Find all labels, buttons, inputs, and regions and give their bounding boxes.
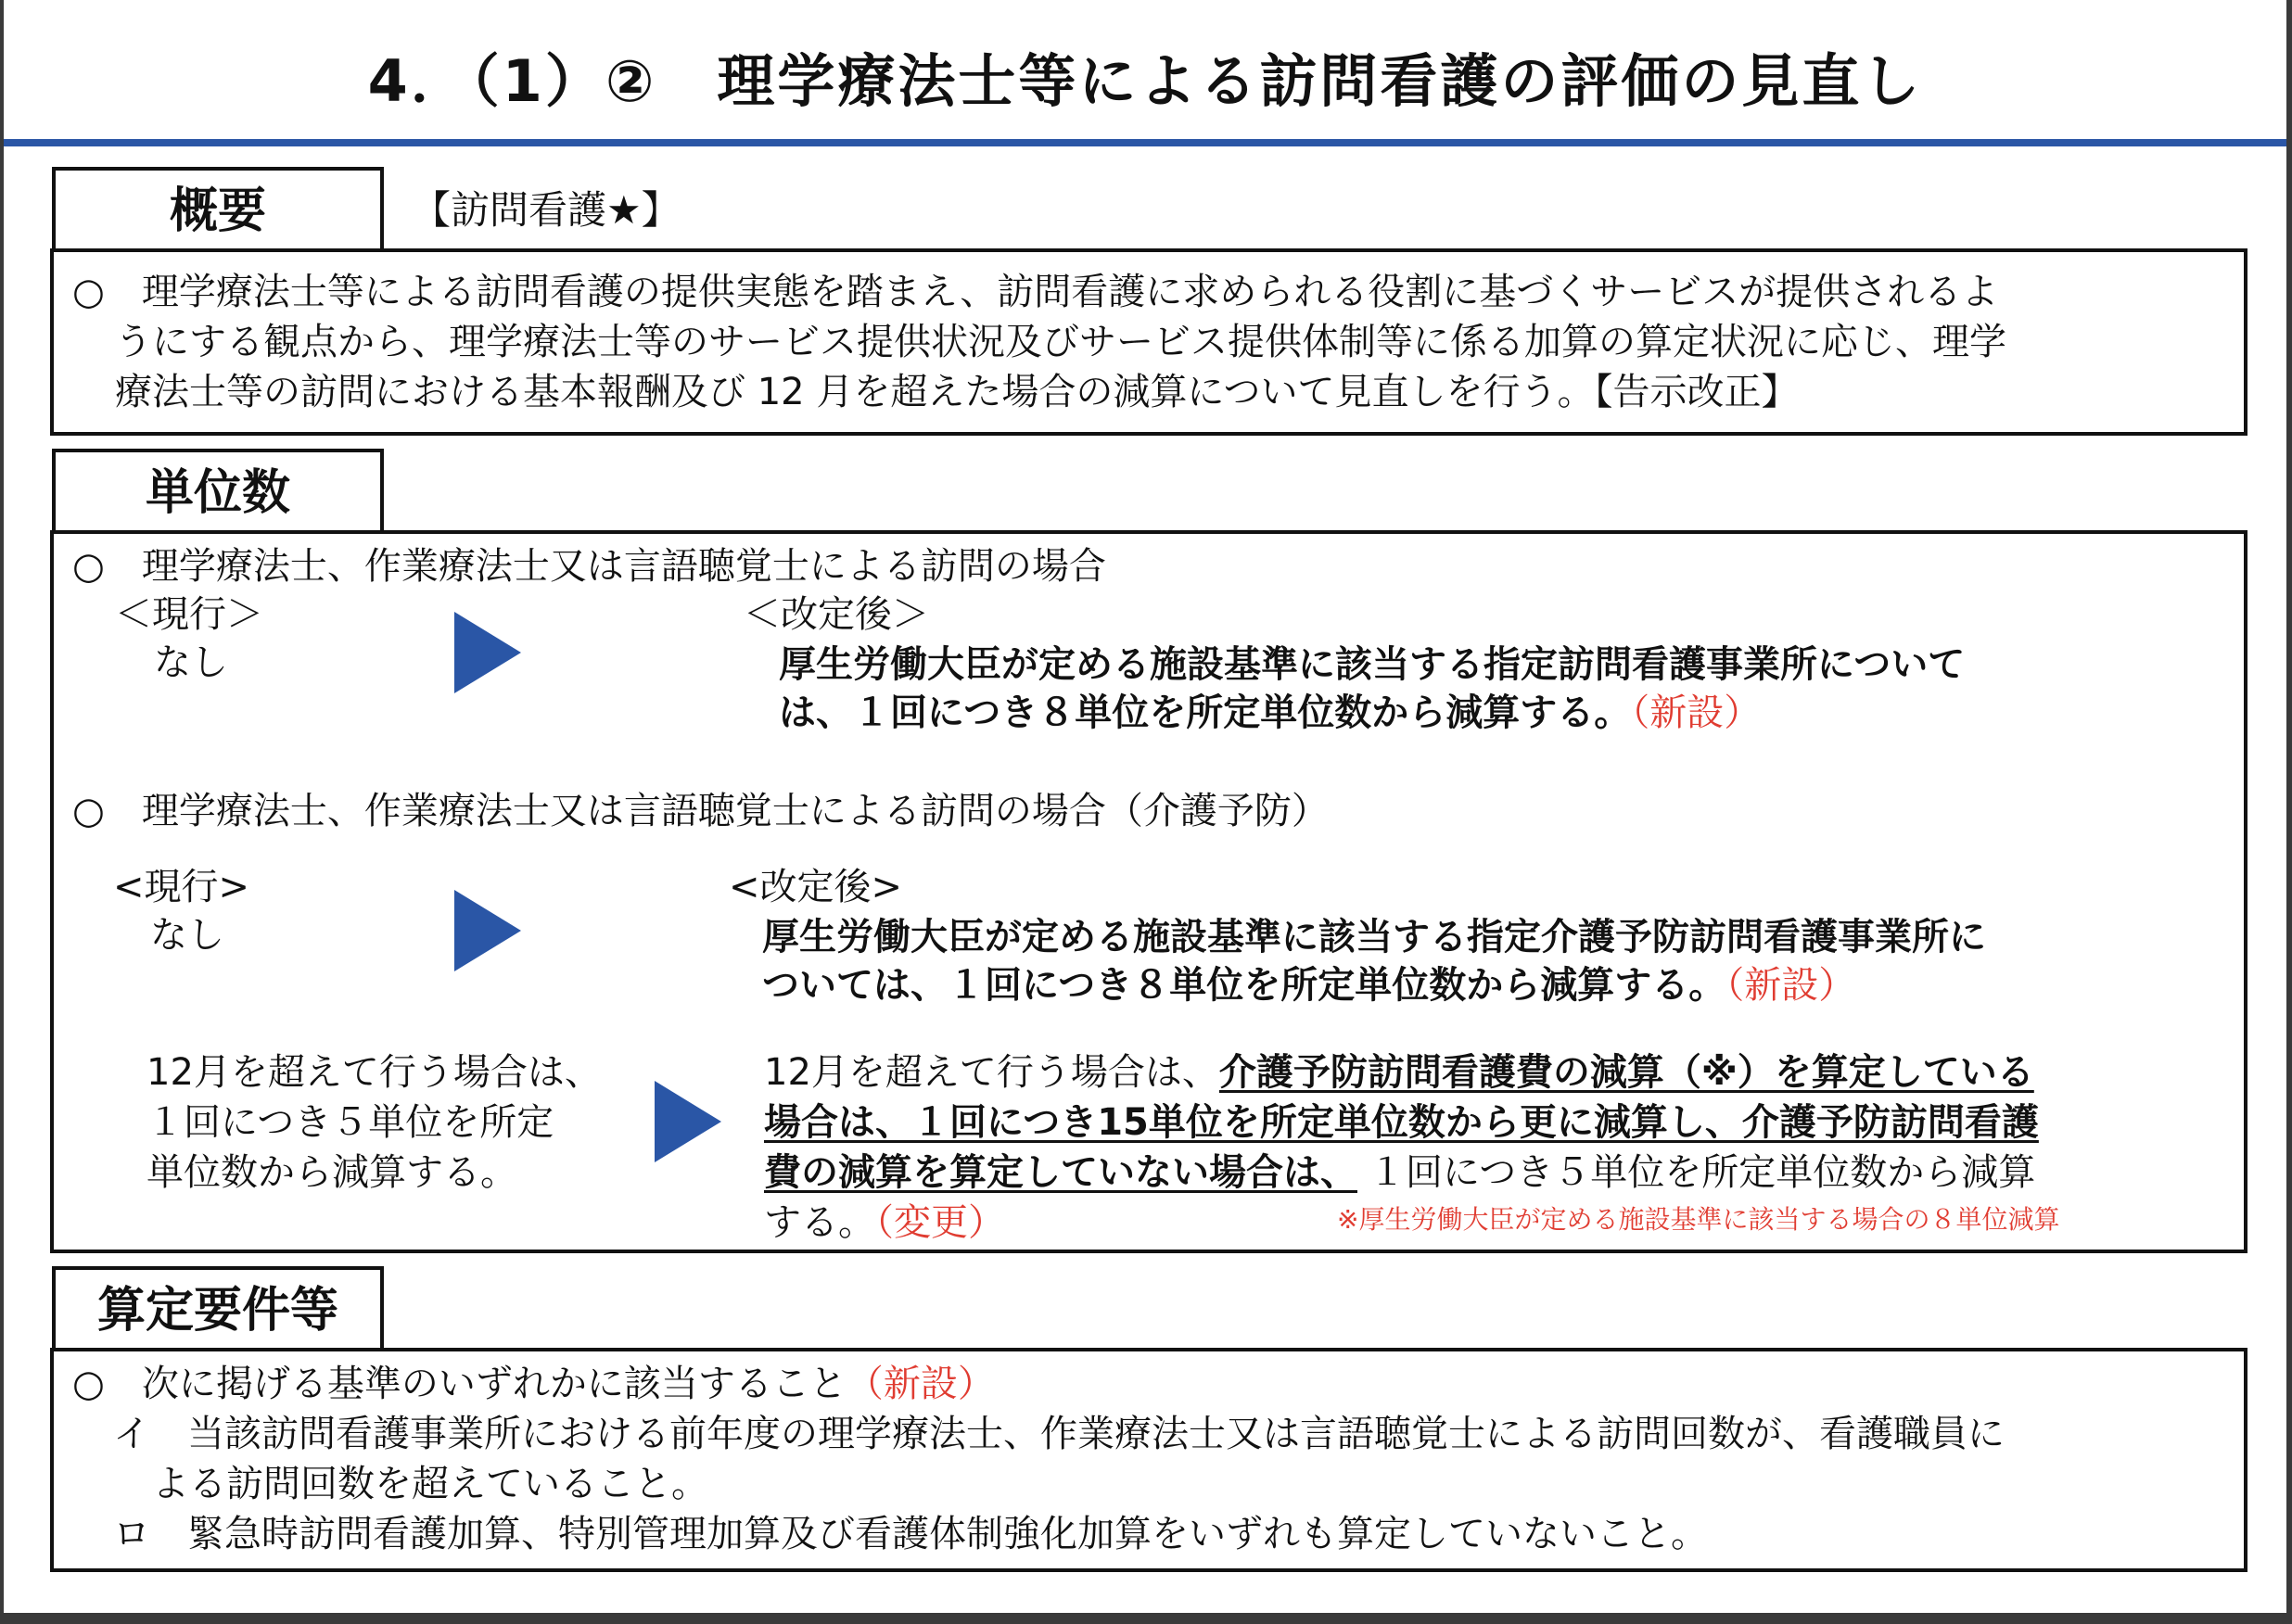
requirements-tab-label: 算定要件等 — [96, 1283, 338, 1339]
case2-heading: ○ 理学療法士、作業療法士又は言語聴覚士による訪問の場合（介護予防） — [72, 790, 1329, 832]
case2-revised-label: <改定後> — [729, 866, 903, 908]
case3-line-3-bold: 費の減算を算定していない場合は、 — [764, 1151, 1357, 1194]
requirement-i-line-2: よる訪問回数を超えていること。 — [152, 1463, 708, 1505]
case2-current-label: <現行> — [113, 866, 250, 908]
case3-line-2 — [764, 1097, 2039, 1148]
case3-line-3-plain: １回につき５単位を所定単位数から減算 — [1369, 1151, 2036, 1194]
case2-revised-line-2-wrap — [762, 960, 1855, 1010]
requirement-i-line-1: イ 当該訪問看護事業所における前年度の理学療法士、作業療法士又は言語聴覚士による訪問回数が、看護職員に — [113, 1413, 2005, 1455]
slide-page — [4, 0, 2286, 1613]
case2-current-value: なし — [150, 914, 224, 957]
case3-line-1 — [764, 1047, 2034, 1097]
case2-revised-line-1: 厚生労働大臣が定める施設基準に該当する指定介護予防訪問看護事業所に — [762, 916, 1986, 958]
overview-line-1: ○ 理学療法士等による訪問看護の提供実態を踏まえ、訪問看護に求められる役割に基づくサービスが提供されるよ — [72, 271, 1999, 313]
case1-revised-line-2: は、１回につき８単位を所定単位数から減算する。 — [779, 691, 1632, 734]
case3-current-line-3: 単位数から減算する。 — [146, 1151, 517, 1194]
units-tab-label: 単位数 — [145, 465, 290, 521]
arrow-icon — [454, 890, 521, 971]
case1-revised-line-2-wrap — [779, 688, 1761, 738]
case3-line-2-bold: 場合は、１回につき15単位を所定単位数から更に減算し、介護予防訪問看護 — [764, 1101, 2039, 1144]
tab-overview — [52, 167, 384, 250]
case1-revised-label: ＜改定後＞ — [744, 593, 929, 636]
service-tag: 【訪問看護★】 — [412, 187, 681, 233]
case2-revised-line-2: ついては、１回につき８単位を所定単位数から減算する。 — [762, 964, 1726, 1007]
overview-tab-label: 概要 — [169, 184, 266, 239]
case1-revised-line-1: 厚生労働大臣が定める施設基準に該当する指定訪問看護事業所について — [779, 643, 1966, 686]
case3-current-line-2: １回につき５単位を所定 — [146, 1101, 554, 1144]
tab-units — [52, 449, 384, 532]
case3-line-3 — [764, 1148, 2035, 1198]
requirement-ro: ロ 緊急時訪問看護加算、特別管理加算及び看護体制強化加算をいずれも算定していないこと。 — [113, 1513, 1708, 1555]
case3-line-4 — [764, 1198, 1005, 1248]
tab-requirements — [52, 1266, 384, 1350]
case2-status-badge: （新設） — [1725, 964, 1856, 1007]
case3-line-1-bold: 介護予防訪問看護費の減算（※）を算定している — [1218, 1051, 2034, 1094]
case3-status-badge: （変更） — [875, 1201, 1005, 1244]
requirements-heading-text: ○ 次に掲げる基準のいずれかに該当すること — [72, 1363, 847, 1405]
case3-line-4-plain: する。 — [764, 1201, 875, 1244]
case1-current-value: なし — [154, 641, 228, 684]
case3-current-line-1: 12月を超えて行う場合は、 — [146, 1051, 602, 1094]
case1-status-badge: （新設） — [1631, 691, 1762, 734]
case1-current-label: ＜現行＞ — [115, 593, 263, 636]
page-title: 4．（1）② 理学療法士等による訪問看護の評価の見直し — [367, 47, 1923, 115]
arrow-icon — [454, 612, 521, 693]
requirements-heading — [72, 1359, 995, 1409]
title-rule — [4, 139, 2286, 146]
case3-line-1-plain: 12月を超えて行う場合は、 — [764, 1051, 1219, 1094]
overview-line-2: うにする観点から、理学療法士等のサービス提供状況及びサービス提供体制等に係る加算の算定状況に応じ、理学 — [115, 321, 2006, 363]
overview-line-3: 療法士等の訪問における基本報酬及び 12 月を超えた場合の減算について見直しを行う。【告示改正】 — [115, 371, 1799, 413]
arrow-icon — [655, 1081, 721, 1162]
case3-note: ※厚生労働大臣が定める施設基準に該当する場合の８単位減算 — [1337, 1204, 2060, 1235]
requirements-status-badge: （新設） — [846, 1363, 995, 1405]
case1-heading: ○ 理学療法士、作業療法士又は言語聴覚士による訪問の場合 — [72, 545, 1106, 588]
